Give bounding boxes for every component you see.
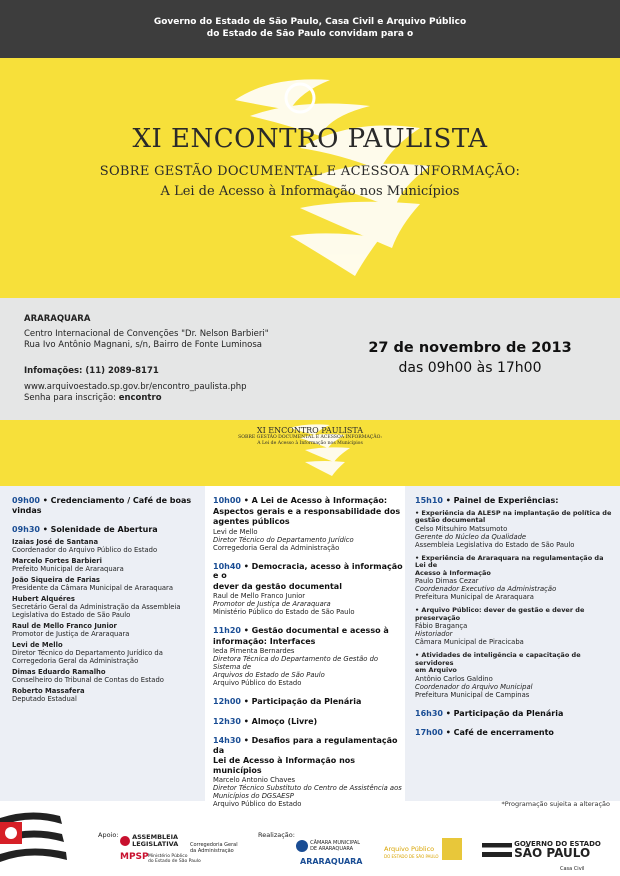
sp-flag-icon bbox=[0, 810, 70, 876]
band-subtitle-1: SOBRE GESTÃO DOCUMENTAL E ACESSOA INFORMAÇÃO: bbox=[238, 435, 382, 440]
hero-banner bbox=[0, 58, 620, 298]
program-band bbox=[0, 420, 620, 486]
event-title: XI ENCONTRO PAULISTA bbox=[132, 124, 488, 154]
program-column-1 bbox=[0, 486, 205, 801]
mpsp-sub: Ministério Público do Estado de São Paulo bbox=[148, 854, 201, 864]
experience-alesp: • Experiência da ALESP na implantação de política de gestão documental Celso Mitsuhiro Matsumoto Gerente do Núcleo da Qualidade Assembleia Legislativa do Estado de São Paulo bbox=[415, 508, 612, 549]
speaker: Roberto Massafera Deputado Estadual bbox=[12, 686, 85, 703]
password-value: encontro bbox=[118, 393, 162, 403]
governo-stripes-icon bbox=[482, 843, 512, 857]
alesp-seal-icon bbox=[120, 836, 130, 846]
event-time: das 09h00 às 17h00 bbox=[398, 360, 542, 376]
arquivo-building-icon bbox=[442, 838, 462, 860]
speaker: Raul de Mello Franco Junior Promotor de Justiça de Araraquara bbox=[12, 621, 130, 638]
speaker: Hubert Alquéres Secretário Geral da Administração da Assembleia Legislativa do Estado de São Paulo bbox=[12, 594, 181, 619]
header-bar bbox=[0, 0, 620, 58]
website-link[interactable]: www.arquivoestado.sp.gov.br/encontro_paulista.php bbox=[24, 382, 247, 392]
event-date: 27 de novembro de 2013 bbox=[368, 340, 572, 356]
session-credenciamento: 09h00 • Credenciamento / Café de boas vindas bbox=[12, 496, 192, 515]
program-note: *Programação sujeita a alteração bbox=[501, 800, 610, 808]
program-column-3 bbox=[405, 486, 620, 801]
header-line-2: do Estado de São Paulo convidam para o bbox=[206, 29, 414, 39]
camara-seal-icon bbox=[296, 840, 308, 852]
band-title: XI ENCONTRO PAULISTA bbox=[256, 426, 364, 435]
event-subtitle-2: A Lei de Acesso à Informação nos Municípios bbox=[160, 184, 460, 199]
session-encerramento: 17h00 • Café de encerramento bbox=[415, 728, 554, 737]
header-line-1: Governo do Estado de São Paulo, Casa Civil e Arquivo Público bbox=[153, 17, 467, 27]
mpsp-logo: MPSP bbox=[120, 852, 149, 862]
venue-city: ARARAQUARA bbox=[24, 314, 91, 324]
alesp-logo: ASSEMBLEIA LEGISLATIVA bbox=[120, 834, 178, 848]
event-subtitle-1: SOBRE GESTÃO DOCUMENTAL E ACESSOA INFORMAÇÃO: bbox=[99, 164, 521, 179]
apoio-label: Apoio: bbox=[98, 831, 119, 839]
session-gestao: 11h20 • Gestão documental e acesso à informação: Interfaces Ieda Pimenta Bernardes Diretora Técnica do Departamento de Gestão do Sistema de Arquivos do Estado de São Paulo Arquivo Público do Estado bbox=[213, 626, 389, 687]
venue-address: Rua Ivo Antônio Magnani, s/n, Bairro de Fonte Luminosa bbox=[24, 340, 262, 350]
experience-arquivo: • Arquivo Público: dever de gestão e dever de preservação Fábio Bragança Historiador Câmara Municipal de Piracicaba bbox=[415, 606, 585, 646]
password-label: Senha para inscrição: bbox=[24, 393, 119, 403]
session-plenaria: 12h00 • Participação da Plenária bbox=[213, 697, 362, 706]
venue-details bbox=[24, 314, 324, 404]
speaker: Dimas Eduardo Ramalho Conselheiro do Tribunal de Contas do Estado bbox=[12, 667, 164, 684]
venue-info bbox=[0, 298, 620, 420]
session-desafios: 14h30 • Desafios para a regulamentação da Lei de Acesso à Informação nos municípios Marcelo Antonio Chaves Diretor Técnico Substituto do Centro de Assistência aos Municípios do DGSAESP Arquivo Público do Estado bbox=[213, 736, 402, 808]
realizacao-label: Realização: bbox=[258, 831, 295, 839]
session-plenaria-2: 16h30 • Participação da Plenária bbox=[415, 708, 564, 718]
camara-logo: CÂMARA MUNICIPAL DE ARARAQUARA bbox=[296, 840, 360, 852]
session-democracia: 10h40 • Democracia, acesso à informação e o dever da gestão documental Raul de Mello Franco Junior Promotor de Justiça de Araraquara Ministério Público do Estado de São Paulo bbox=[213, 561, 403, 616]
speaker: Levi de Mello Diretor Técnico do Departamento Jurídico da Corregedoria Geral da Administração bbox=[12, 640, 163, 665]
governo-logo: GOVERNO DO ESTADO SÃO PAULO bbox=[482, 840, 601, 860]
venue-place: Centro Internacional de Convenções "Dr. Nelson Barbieri" bbox=[24, 329, 269, 339]
session-painel: 15h10 • Painel de Experiências: bbox=[415, 496, 559, 505]
band-text bbox=[0, 426, 620, 446]
speaker: Marcelo Fortes Barbieri Prefeito Municipal de Araraquara bbox=[12, 556, 124, 573]
arquivo-publico-logo: Arquivo Público DO ESTADO DE SÃO PAULO bbox=[384, 845, 439, 859]
password-line bbox=[24, 393, 324, 404]
program-column-2 bbox=[205, 486, 405, 808]
corregedoria-logo: Corregedoria Geral da Administração bbox=[190, 842, 238, 854]
session-abertura: 09h30 • Solenidade de Abertura bbox=[12, 525, 158, 534]
speaker: João Siqueira de Farias Presidente da Câmara Municipal de Araraquara bbox=[12, 575, 173, 592]
casa-civil-label: Casa Civil bbox=[560, 866, 585, 872]
experience-inteligencia: • Atividades de inteligência e capacitação de servidores em Arquivo Antônio Carlos Galdino Coordenador do Arquivo Municipal Prefeitura Municipal de Campinas bbox=[415, 651, 581, 699]
experience-araraquara: • Experiência de Araraquara na regulamentação da Lei de Acesso à Informação Paulo Dimas Cezar Coordenador Executivo da Administração Prefeitura Municipal de Araraquara bbox=[415, 553, 604, 601]
session-almoco: 12h30 • Almoço (Livre) bbox=[213, 716, 318, 726]
araraquara-logo: ARARAQUARA bbox=[300, 857, 363, 866]
phone-info: Infomações: (11) 2089-8171 bbox=[24, 366, 159, 376]
speaker: Izaias José de Santana Coordenador do Arquivo Público do Estado bbox=[12, 537, 158, 554]
session-lei-acesso: 10h00 • A Lei de Acesso à Informação: Aspectos gerais e a responsabilidade dos agentes públicos Levi de Mello Diretor Técnico do Departamento Jurídico Corregedoria Geral da Administração bbox=[213, 496, 401, 552]
band-subtitle-2: A Lei de Acesso à Informação nos Municípios bbox=[257, 440, 363, 446]
